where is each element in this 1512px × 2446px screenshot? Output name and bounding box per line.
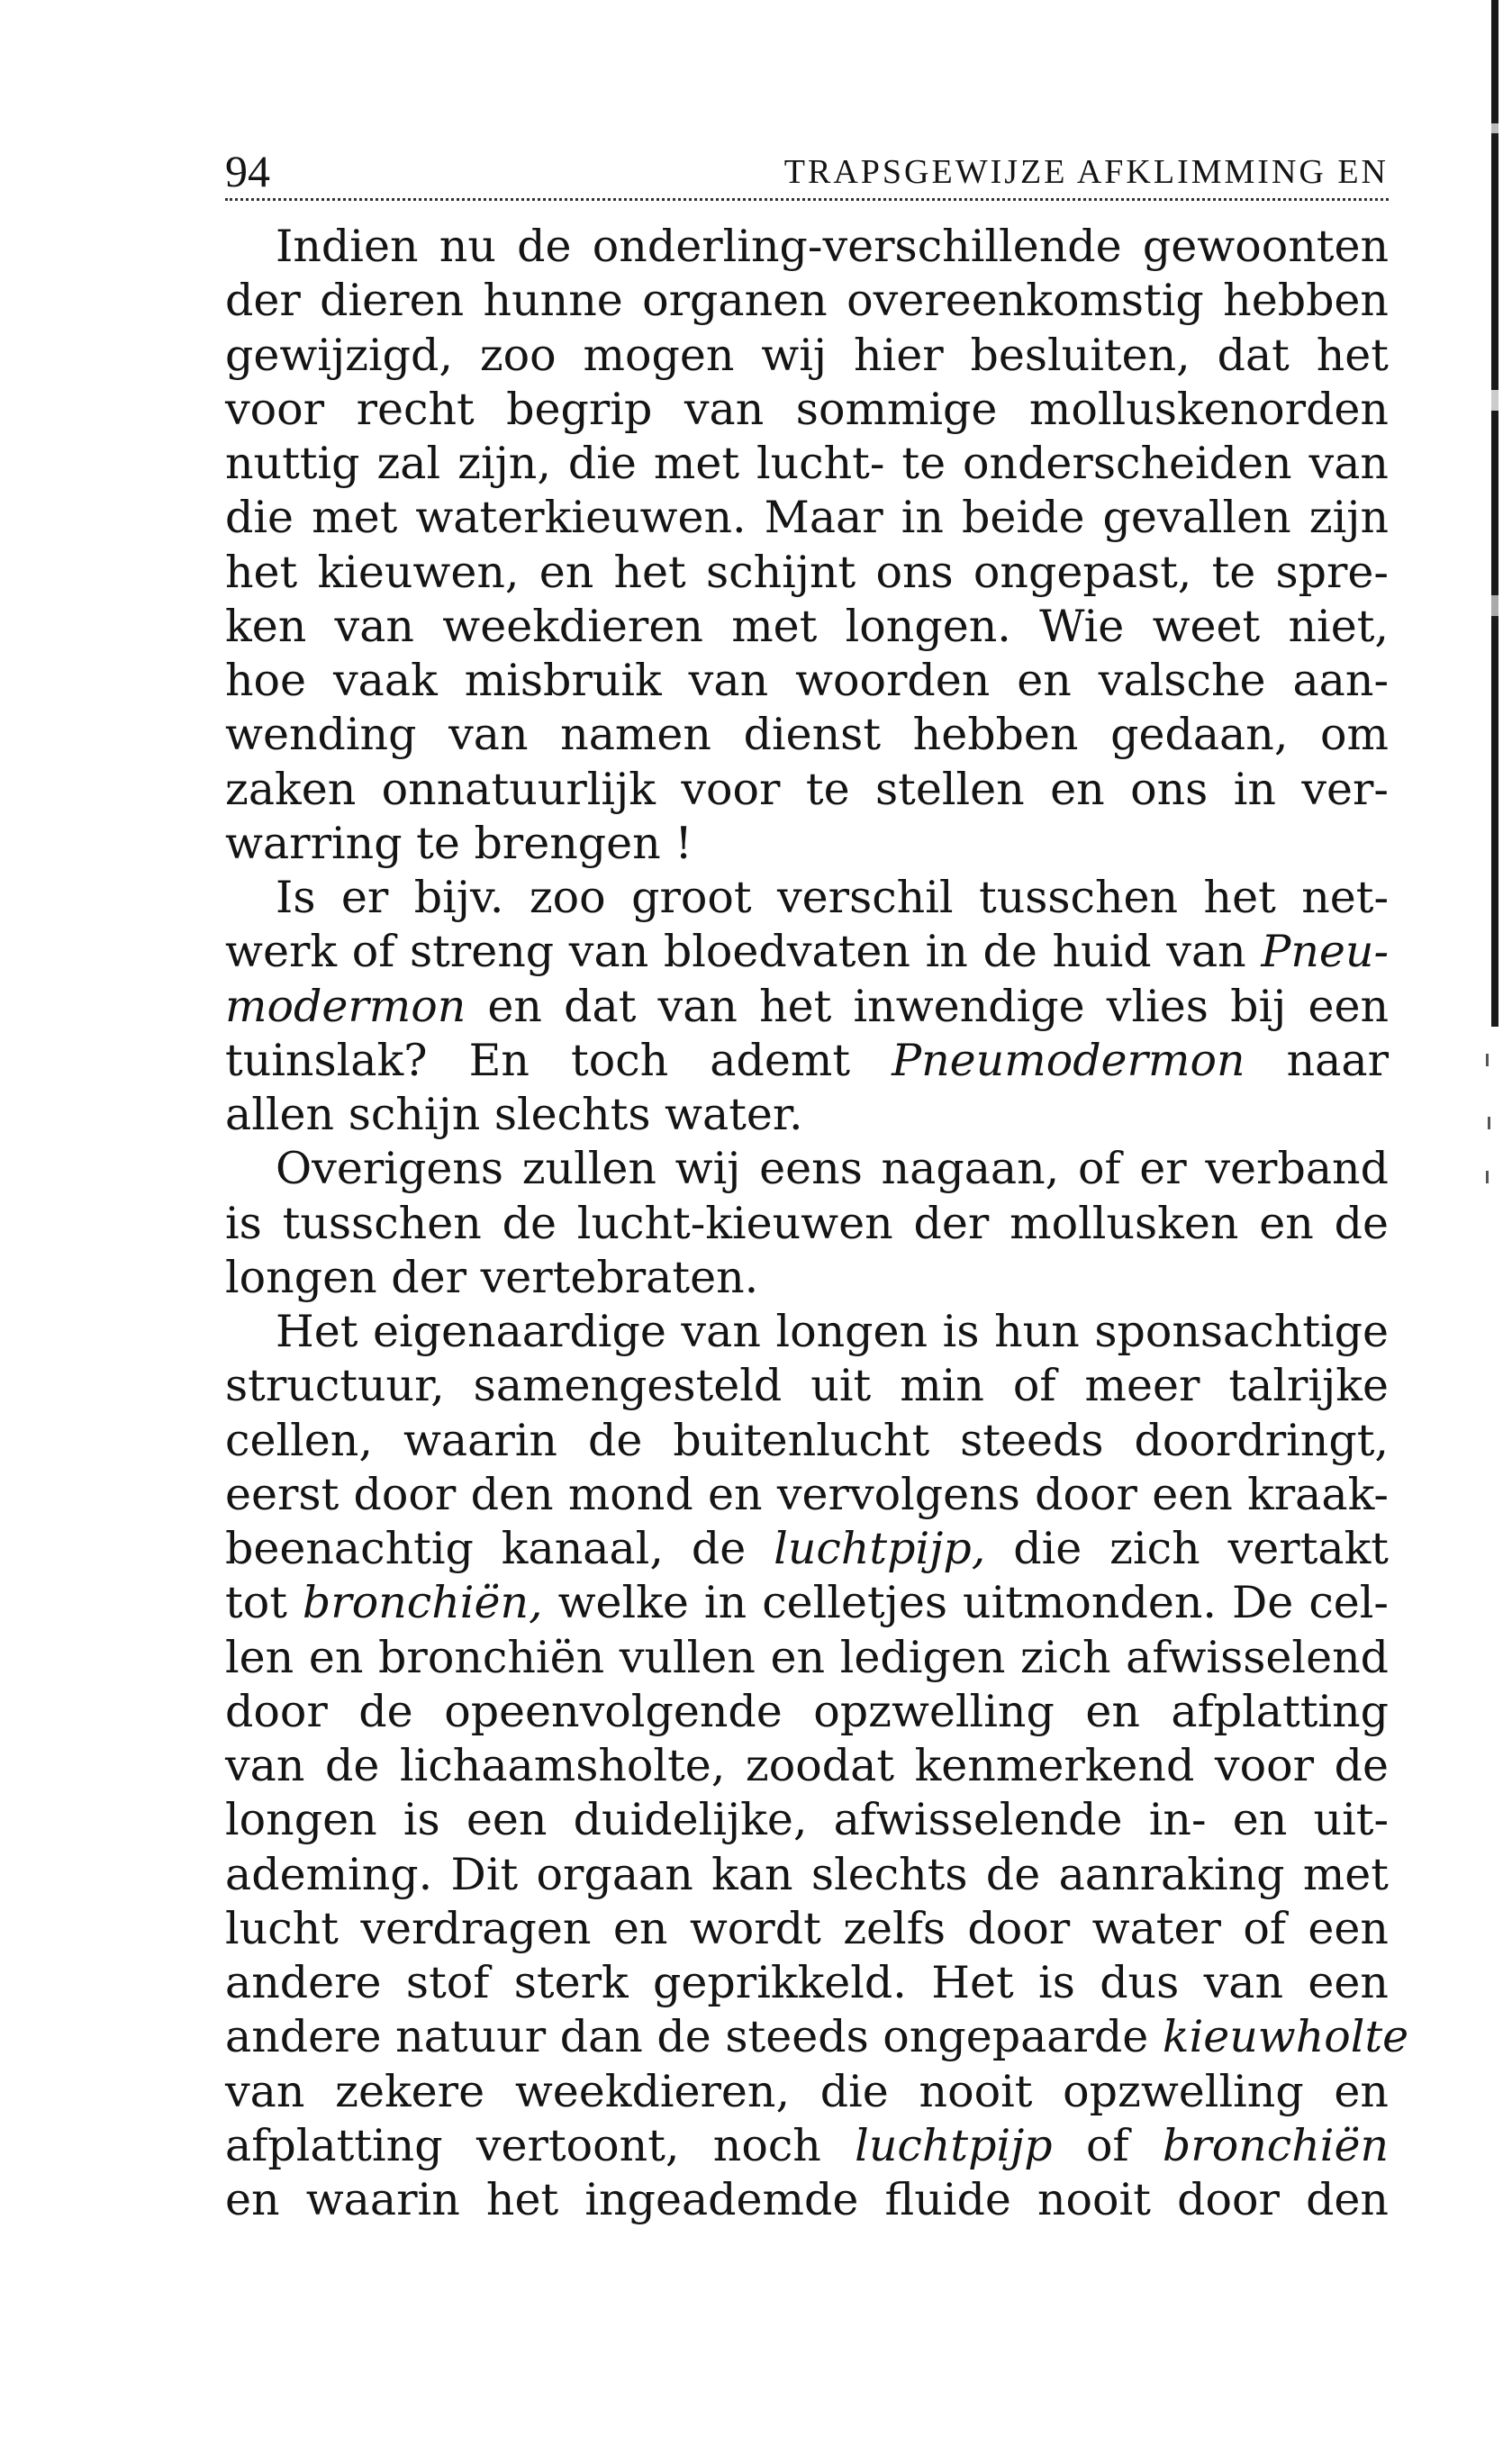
- text-run: of: [1052, 2119, 1163, 2171]
- italic-term: luchtpijp,: [774, 1523, 986, 1574]
- text-line: Is er bijv. zoo groot verschil tusschen het net-: [276, 872, 1389, 923]
- text-line: zaken onnatuurlijk voor te stellen en ons in ver-: [225, 763, 1389, 815]
- text-line: wending van namen dienst hebben gedaan, om: [225, 709, 1389, 761]
- text-line: is tusschen de lucht-kieuwen der mollusken en de: [225, 1197, 1389, 1249]
- edge-speck: [1486, 1171, 1489, 1183]
- text-line: Het eigenaardige van longen is hun sponsachtige: [276, 1306, 1389, 1357]
- text-line: warring te brengen !: [225, 817, 693, 869]
- text-line: van de lichaamsholte, zoodat kenmerkend voor de: [225, 1740, 1389, 1791]
- text-run: naar: [1245, 1034, 1390, 1086]
- edge-speck: [1488, 1117, 1490, 1129]
- text-line: en waarin het ingeademde fluide nooit door den: [225, 2174, 1389, 2225]
- text-line: gewijzigd, zoo mogen wij hier besluiten, dat het: [225, 329, 1389, 381]
- text-line: structuur, samengesteld uit min of meer talrijke: [225, 1360, 1389, 1412]
- italic-term: luchtpijp: [855, 2119, 1053, 2171]
- text-line: hoe vaak misbruik van woorden en valsche aan-: [225, 655, 1389, 706]
- italic-term: bronchiën,: [302, 1577, 543, 1629]
- text-line: nuttig zal zijn, die met lucht- te onderscheiden van: [225, 438, 1389, 489]
- text-line: door de opeenvolgende opzwelling en afplatting: [225, 1685, 1389, 1737]
- text-run: werk of streng van bloedvaten in de huid van: [225, 926, 1262, 978]
- text-run: die zich vertakt: [985, 1523, 1389, 1574]
- page-edge-scan-artifact: [1491, 0, 1498, 1027]
- italic-term: Pneumodermon: [892, 1034, 1245, 1086]
- text-line: longen is een duidelijke, afwisselende in- en uit-: [225, 1794, 1389, 1846]
- text-run: tot: [225, 1577, 303, 1629]
- text-line: allen schijn slechts water.: [225, 1089, 803, 1140]
- italic-term: Pneu-: [1261, 926, 1389, 978]
- text-line: [225, 2119, 1389, 2173]
- text-line: longen der vertebraten.: [225, 1251, 759, 1303]
- text-line: [225, 1576, 1389, 1630]
- text-line: [225, 980, 1389, 1034]
- text-run: beenachtig kanaal, de: [225, 1523, 774, 1574]
- text-line: [225, 1034, 1389, 1088]
- text-run: en dat van het inwendige vlies bij een: [466, 980, 1389, 1032]
- text-line: Indien nu de onderling-verschillende gewoonten: [276, 221, 1389, 272]
- text-line: [225, 2010, 1409, 2064]
- body-text: [225, 220, 1409, 2227]
- edge-speck: [1486, 1054, 1489, 1066]
- italic-term: kieuwholte: [1162, 2011, 1409, 2063]
- text-line: [225, 1522, 1389, 1576]
- text-line: ken van weekdieren met longen. Wie weet niet,: [225, 600, 1389, 652]
- text-line: ademing. Dit orgaan kan slechts de aanraking met: [225, 1848, 1389, 1900]
- text-line: der dieren hunne organen overeenkomstig hebben: [225, 275, 1389, 327]
- text-run: andere natuur dan de steeds ongepaarde: [225, 2011, 1163, 2063]
- text-run: afplatting vertoont, noch: [225, 2119, 856, 2171]
- text-line: lucht verdragen en wordt zelfs door water of een: [225, 1902, 1389, 1954]
- running-head: [225, 144, 1389, 201]
- text-line: voor recht begrip van sommige molluskenorden: [225, 383, 1389, 435]
- text-line: het kieuwen, en het schijnt ons ongepast, te spre-: [225, 546, 1389, 598]
- text-line: eerst door den mond en vervolgens door een kraak-: [225, 1468, 1389, 1520]
- running-title: TRAPSGEWIJZE AFKLIMMING EN: [783, 153, 1389, 191]
- italic-term: bronchiën: [1162, 2119, 1389, 2171]
- text-line: andere stof sterk geprikkeld. Het is dus van een: [225, 1957, 1389, 2008]
- page-number: 94: [225, 146, 270, 196]
- text-line: die met waterkieuwen. Maar in beide gevallen zijn: [225, 492, 1389, 544]
- text-line: cellen, waarin de buitenlucht steeds doordringt,: [225, 1414, 1389, 1466]
- text-line: len en bronchiën vullen en ledigen zich afwisselend: [225, 1631, 1389, 1683]
- text-line: van zekere weekdieren, die nooit opzwelling en: [225, 2065, 1389, 2117]
- text-run: tuinslak? En toch ademt: [225, 1034, 892, 1086]
- text-line: [225, 925, 1389, 979]
- italic-term: modermon: [225, 980, 466, 1032]
- text-line: Overigens zullen wij eens nagaan, of er verband: [276, 1143, 1389, 1195]
- text-run: welke in celletjes uitmonden. De cel-: [542, 1577, 1389, 1629]
